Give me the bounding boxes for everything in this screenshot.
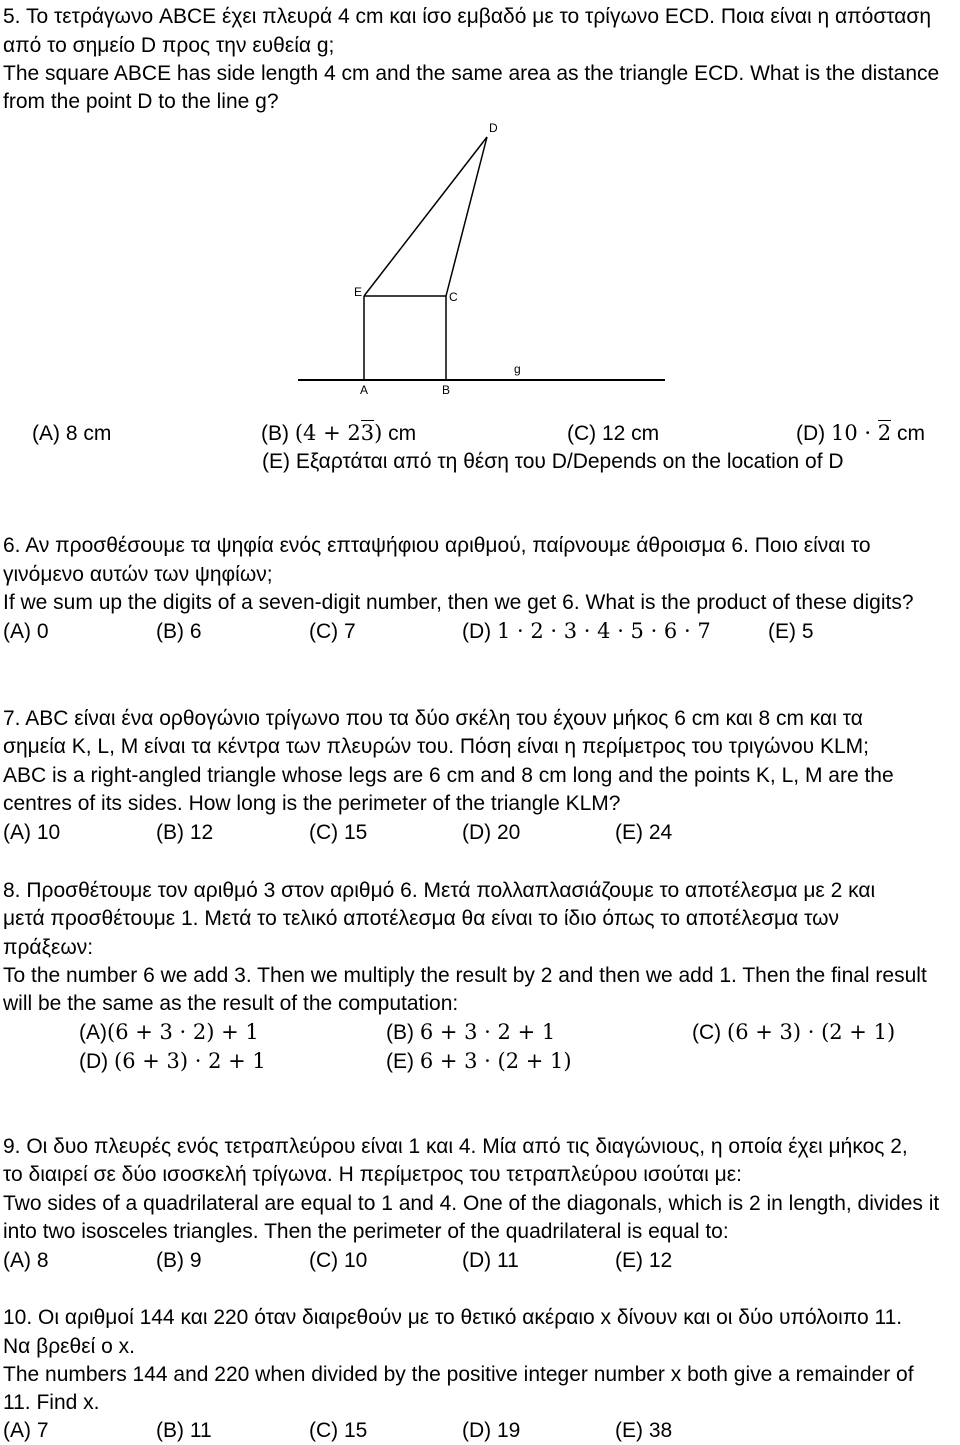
q9-option-b[interactable]: (B) 9	[156, 1249, 202, 1272]
q6-option-c[interactable]: (C) 7	[309, 620, 356, 643]
q5-option-d[interactable]: (D) 10 · 2 cm	[796, 421, 925, 445]
q6-option-d[interactable]: (D) 1 · 2 · 3 · 4 · 5 · 6 · 7	[462, 619, 711, 643]
q6-option-a[interactable]: (A) 0	[3, 620, 49, 643]
q9-text-greek-1: 9. Οι δυο πλευρές ενός τετραπλεύρου είναι 1 και 4. Μία από τις διαγώνιους, η οποία έχει μήκος 2,	[3, 1135, 908, 1158]
q9-text-greek-2: το διαιρεί σε δύο ισοσκελή τρίγωνα. Η περίμετρος του τετραπλεύρου ισούται με:	[3, 1163, 742, 1186]
sqrt-symbol: 3	[360, 421, 375, 445]
q5-text-english-1: The square ABCE has side length 4 cm and the same area as the triangle ECD. What is the distance	[3, 62, 940, 85]
q6-option-b[interactable]: (B) 6	[156, 620, 202, 643]
q8-text-greek-2: μετά προσθέτουμε 1. Μετά το τελικό αποτέλεσμα θα είναι το ίδιο όπως το αποτέλεσμα των	[3, 907, 840, 930]
q8-text-english-2: will be the same as the result of the computation:	[3, 992, 459, 1015]
q8-option-b[interactable]: (B) 6 + 3 · 2 + 1	[386, 1020, 556, 1044]
q10-option-b[interactable]: (B) 11	[156, 1419, 212, 1442]
q5-option-e[interactable]: (E) Εξαρτάται από τη θέση του D/Depends on the location of D	[262, 450, 844, 473]
q5-text-greek-1: 5. Το τετράγωνο ABCE έχει πλευρά 4 cm και ίσο εμβαδό με το τρίγωνο ECD. Ποια είναι η απόσταση	[3, 5, 932, 28]
q8-option-c[interactable]: (C) (6 + 3) · (2 + 1)	[692, 1020, 896, 1044]
q6-text-greek-1: 6. Αν προσθέσουμε τα ψηφία ενός επταψήφιου αριθμού, παίρνουμε άθροισμα 6. Ποιο είναι το	[3, 534, 871, 557]
q5-geometry-figure	[0, 110, 960, 410]
q9-option-a[interactable]: (A) 8	[3, 1249, 49, 1272]
q5-option-b[interactable]: (B) (4 + 23) cm	[261, 421, 417, 445]
q8-option-d[interactable]: (D) (6 + 3) · 2 + 1	[79, 1049, 266, 1073]
q5-option-c[interactable]: (C) 12 cm	[567, 422, 660, 445]
q9-option-c[interactable]: (C) 10	[309, 1249, 368, 1272]
q10-option-c[interactable]: (C) 15	[309, 1419, 368, 1442]
q7-option-a[interactable]: (A) 10	[3, 821, 61, 844]
q7-text-greek-1: 7. ABC είναι ένα ορθογώνιο τρίγωνο που τα δύο σκέλη του έχουν μήκος 6 cm και 8 cm και τα	[3, 707, 863, 730]
q9-option-e[interactable]: (E) 12	[615, 1249, 673, 1272]
q7-text-english-2: centres of its sides. How long is the perimeter of the triangle KLM?	[3, 792, 621, 815]
q8-text-english-1: To the number 6 we add 3. Then we multiply the result by 2 and then we add 1. Then the final result	[3, 964, 927, 987]
q9-text-english-1: Two sides of a quadrilateral are equal to 1 and 4. One of the diagonals, which is 2 in length, divides it	[3, 1192, 940, 1215]
q7-text-english-1: ABC is a right-angled triangle whose legs are 6 cm and 8 cm long and the points K, L, M are the	[3, 764, 894, 787]
q5-text-english-2: from the point D to the line g?	[3, 90, 279, 113]
q10-text-greek-1: 10. Οι αριθμοί 144 και 220 όταν διαιρεθούν με το θετικό ακέραιο x δίνουν και οι δύο υπόλοιπο 11.	[3, 1306, 903, 1329]
q8-option-e[interactable]: (E) 6 + 3 · (2 + 1)	[386, 1049, 572, 1073]
label-e: E	[354, 285, 363, 299]
label-b: B	[442, 383, 451, 397]
q10-option-d[interactable]: (D) 19	[462, 1419, 521, 1442]
q7-text-greek-2: σημεία K, L, M είναι τα κέντρα των πλευρών του. Πόση είναι η περίμετρος του τριγώνου KLM;	[3, 735, 869, 758]
q7-option-b[interactable]: (B) 12	[156, 821, 214, 844]
q7-option-d[interactable]: (D) 20	[462, 821, 521, 844]
q5-option-a[interactable]: (A) 8 cm	[32, 422, 112, 445]
q5-text-greek-2: από το σημείο D προς την ευθεία g;	[3, 34, 335, 57]
q7-option-e[interactable]: (E) 24	[615, 821, 673, 844]
q10-option-a[interactable]: (A) 7	[3, 1419, 49, 1442]
q10-text-greek-2: Να βρεθεί ο x.	[3, 1335, 135, 1358]
segment-cd	[446, 137, 487, 296]
q6-text-greek-2: γινόμενο αυτών των ψηφίων;	[3, 563, 273, 586]
q8-text-greek-3: πράξεων:	[3, 936, 94, 959]
segment-ed	[364, 137, 487, 296]
sqrt-symbol: 2	[877, 421, 892, 445]
q10-option-e[interactable]: (E) 38	[615, 1419, 673, 1442]
label-g: g	[514, 362, 521, 376]
q7-option-c[interactable]: (C) 15	[309, 821, 368, 844]
q8-text-greek-1: 8. Προσθέτουμε τον αριθμό 3 στον αριθμό 6. Μετά πολλαπλασιάζουμε το αποτέλεσμα με 2 και	[3, 879, 876, 902]
q10-text-english-2: 11. Find x.	[3, 1391, 100, 1414]
q10-text-english-1: The numbers 144 and 220 when divided by the positive integer number x both give a remainder of	[3, 1363, 914, 1386]
q8-option-a[interactable]: (A)(6 + 3 · 2) + 1	[79, 1020, 259, 1044]
q6-text-english-1: If we sum up the digits of a seven-digit number, then we get 6. What is the product of these digits?	[3, 591, 914, 614]
label-c: C	[449, 290, 458, 304]
q9-option-d[interactable]: (D) 11	[462, 1249, 519, 1272]
q9-text-english-2: into two isosceles triangles. Then the perimeter of the quadrilateral is equal to:	[3, 1220, 729, 1243]
q6-option-e[interactable]: (E) 5	[768, 620, 814, 643]
label-a: A	[360, 383, 369, 397]
label-d: D	[489, 121, 498, 135]
